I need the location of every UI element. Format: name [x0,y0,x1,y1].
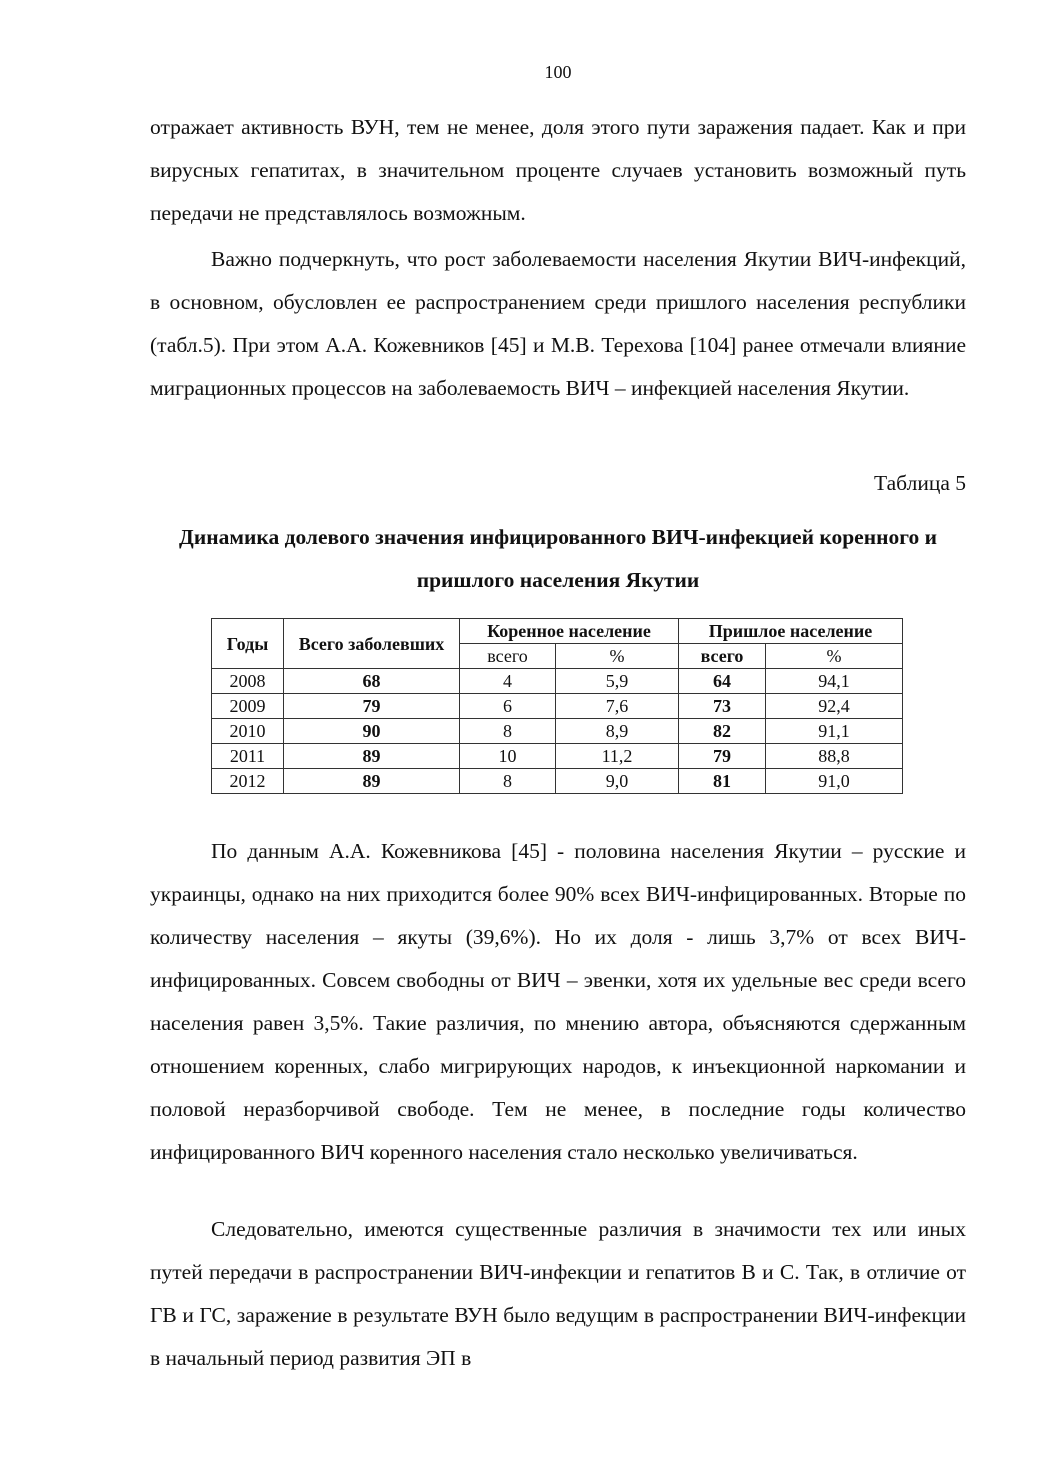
table-row [212,769,903,794]
header-migrant-percent: % [766,644,903,669]
cell-migrant-total: 64 [679,669,766,694]
paragraph-1: отражает активность ВУН, тем не менее, доля этого пути заражения падает. Как и при вирусных гепатитах, в значительном проценте случаев установить возможный путь передачи не представлялось возможным. [150,115,966,225]
header-total-cases: Всего заболевших [284,619,460,669]
paragraph-4: Следовательно, имеются существенные различия в значимости тех или иных путей передачи в распространении ВИЧ-инфекции и гепатитов В и С. Так, в отличие от ГВ и ГС, заражение в результате ВУН было ведущим в распространении ВИЧ-инфекции в начальный период развития ЭП в [150,1217,966,1370]
header-years: Годы [212,619,284,669]
header-migrant-population: Пришлое население [679,619,903,644]
table-row [212,669,903,694]
cell-native-total: 10 [460,744,556,769]
cell-year: 2008 [212,669,284,694]
table-label: Таблица 5 [874,471,966,495]
cell-total: 90 [284,719,460,744]
cell-native-percent: 9,0 [556,769,679,794]
cell-native-percent: 7,6 [556,694,679,719]
cell-migrant-percent: 91,0 [766,769,903,794]
cell-total: 89 [284,769,460,794]
page-number: 100 [544,62,572,82]
cell-native-percent: 8,9 [556,719,679,744]
table-title: Динамика долевого значения инфицированного ВИЧ-инфекцией коренного и пришлого населения Якутии [179,525,937,592]
cell-year: 2011 [212,744,284,769]
cell-migrant-total: 82 [679,719,766,744]
cell-total: 68 [284,669,460,694]
cell-year: 2009 [212,694,284,719]
cell-migrant-percent: 88,8 [766,744,903,769]
table-row [212,719,903,744]
cell-native-total: 8 [460,719,556,744]
cell-migrant-percent: 92,4 [766,694,903,719]
cell-year: 2012 [212,769,284,794]
paragraph-3: По данным А.А. Кожевникова [45] - половина населения Якутии – русские и украинцы, однако на них приходится более 90% всех ВИЧ-инфицированных. Вторые по количеству населения – якуты (39,6%). Но их доля - лишь 3,7% от всех ВИЧ-инфицированных. Совсем свободны от ВИЧ – эвенки, хотя их удельные вес среди всего населения равен 3,5%. Такие различия, по мнению автора, объясняются сдержанным отношением коренных, слабо мигрирующих народов, к инъекционной наркомании и половой неразборчивой свободе. Тем не менее, в последние годы количество инфицированного ВИЧ коренного населения стало несколько увеличиваться. [150,839,966,1164]
cell-native-percent: 11,2 [556,744,679,769]
cell-total: 79 [284,694,460,719]
cell-migrant-total: 79 [679,744,766,769]
cell-native-total: 8 [460,769,556,794]
table-row [212,694,903,719]
hiv-share-table [211,618,903,794]
cell-migrant-percent: 91,1 [766,719,903,744]
header-native-population: Коренное население [460,619,679,644]
cell-migrant-percent: 94,1 [766,669,903,694]
cell-total: 89 [284,744,460,769]
cell-native-total: 4 [460,669,556,694]
table-row [212,744,903,769]
cell-native-percent: 5,9 [556,669,679,694]
paragraph-2: Важно подчеркнуть, что рост заболеваемости населения Якутии ВИЧ-инфекций, в основном, обусловлен ее распространением среди пришлого населения республики (табл.5). При этом А.А. Кожевников [45] и М.В. Терехова [104] ранее отмечали влияние миграционных процессов на заболеваемость ВИЧ – инфекцией населения Якутии. [150,247,966,400]
cell-migrant-total: 81 [679,769,766,794]
cell-migrant-total: 73 [679,694,766,719]
header-native-total: всего [460,644,556,669]
header-migrant-total: всего [679,644,766,669]
cell-year: 2010 [212,719,284,744]
cell-native-total: 6 [460,694,556,719]
header-native-percent: % [556,644,679,669]
